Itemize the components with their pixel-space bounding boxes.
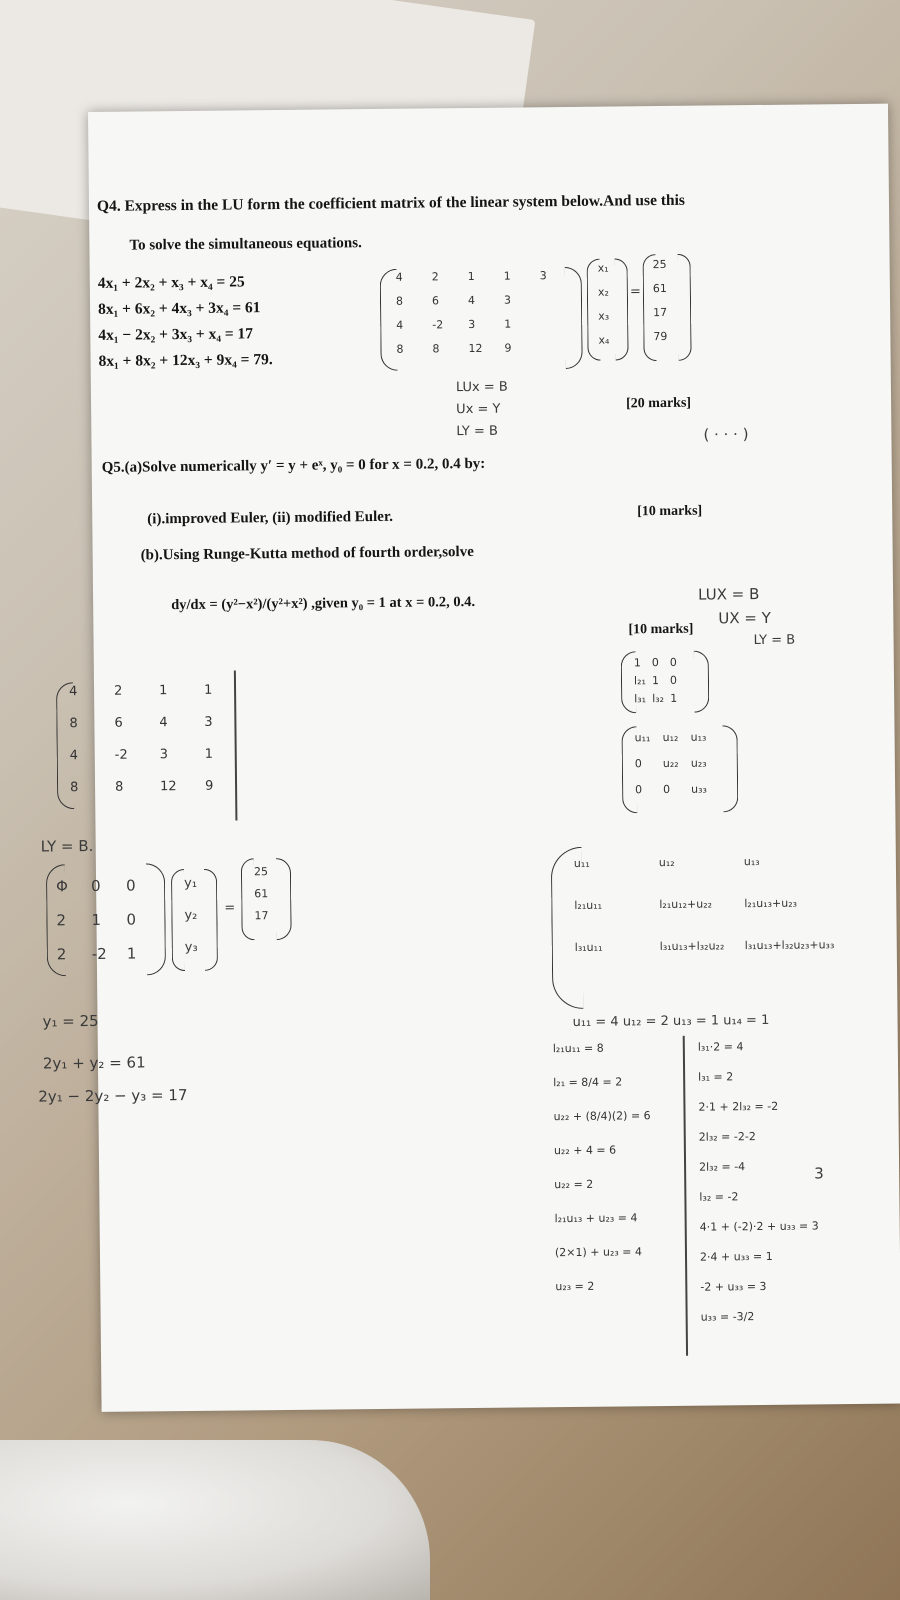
small-sketch: ( · · · )	[703, 425, 749, 444]
mtop-cell: 9	[504, 341, 512, 355]
top-values: u₁₁ = 4 u₁₂ = 2 u₁₃ = 1 u₁₄ = 1	[572, 1012, 770, 1030]
luprod-cell: u₁₁	[573, 856, 590, 870]
lsym-cell: 0	[651, 656, 659, 670]
cloth-corner	[0, 1440, 430, 1600]
q4-title: Q4. Express in the LU form the coefficient matrix of the linear system below.And use this	[96, 191, 685, 215]
equals-sign-2: =	[224, 900, 236, 916]
rhsvec-cell: 25	[253, 865, 269, 879]
xvec-cell: x₄	[598, 333, 610, 347]
lmat-cell: 0	[126, 910, 137, 929]
q5-a-methods: (i).improved Euler, (ii) modified Euler.	[147, 508, 394, 528]
bvec-cell: 17	[653, 305, 668, 320]
lsym-cell: 0	[669, 673, 678, 687]
mtop-cell: 1	[467, 269, 475, 284]
y-work-2: 2y₁ + y₂ = 61	[42, 1053, 146, 1073]
wright-cell: 2l₃₂ = -4	[699, 1160, 746, 1174]
lsym-cell: 0	[669, 655, 677, 669]
mleft-cell: 8	[69, 716, 78, 732]
l-sym-right-paren	[694, 651, 710, 713]
usym-cell: 0	[635, 783, 643, 797]
wleft-cell: u₂₂ = 2	[554, 1177, 594, 1192]
usym-cell: u₁₂	[662, 730, 679, 745]
column-divider	[683, 1036, 688, 1356]
q4-eq-2: 8x₁ + 6x₂ + 4x₃ + 3x₄ = 61	[97, 299, 261, 318]
q5-a: Q5.(a)Solve numerically y′ = y + eˣ, y₀ = 0 for x = 0.2, 0.4 by:	[101, 455, 486, 476]
mtop-cell: 3	[539, 269, 547, 283]
y-work-1: y₁ = 25	[42, 1011, 99, 1031]
mleft-cell: 1	[204, 746, 214, 762]
mleft-cell: 4	[159, 715, 168, 731]
mtop-cell: 4	[467, 293, 476, 308]
y-work-3: 2y₁ − 2y₂ − y₃ = 17	[38, 1086, 188, 1106]
usym-cell: u₁₁	[634, 731, 651, 745]
y-vec-right-paren	[204, 869, 218, 971]
mtop-cell: 3	[503, 293, 512, 307]
mleft-cell: -2	[114, 747, 128, 763]
q4-eq-3: 4x₁ − 2x₂ + 3x₃ + x₄ = 17	[98, 325, 254, 344]
rhs-vec-left-paren	[241, 858, 255, 940]
lmat-cell: 0	[126, 876, 136, 895]
mleft-cell: 4	[68, 684, 78, 700]
yvec-cell: y₃	[184, 939, 198, 956]
luprod-cell: l₃₁u₁₃+l₃₂u₂₃+u₃₃	[744, 938, 835, 953]
mleft-cell: 9	[204, 778, 214, 794]
lsym-cell: 1	[670, 691, 678, 705]
matrix-a-right-paren	[565, 267, 583, 369]
mtop-cell: -2	[432, 318, 444, 332]
x-vector-right-paren	[615, 258, 629, 360]
q5-b: (b).Using Runge-Kutta method of fourth order,solve	[140, 543, 474, 564]
lsym-cell: l₂₁	[633, 674, 646, 688]
mtop-cell: 4	[396, 318, 404, 332]
yvec-cell: y₂	[184, 907, 198, 924]
wright-cell: u₃₃ = -3/2	[700, 1310, 755, 1324]
mleft-cell: 3	[159, 747, 169, 763]
wleft-cell: l₂₁u₁₃ + u₂₃ = 4	[554, 1211, 638, 1226]
wright-cell: l₃₂ = -2	[699, 1190, 739, 1204]
side-number: 3	[814, 1164, 824, 1183]
lsym-cell: l₃₂	[652, 692, 665, 706]
lu-product-left-paren	[551, 847, 584, 1009]
luprod-cell: l₂₁u₁₃+u₂₃	[744, 896, 798, 911]
bvec-cell: 25	[652, 257, 667, 272]
q5-a-marks: [10 marks]	[637, 503, 703, 520]
mleft-cell: 6	[114, 715, 123, 731]
q5-b-marks: [10 marks]	[628, 621, 694, 638]
wleft-cell: u₂₂ + (8/4)(2) = 6	[553, 1109, 651, 1124]
q4-eq-4: 8x₁ + 8x₂ + 12x₃ + 9x₄ = 79.	[98, 351, 273, 370]
l-matrix-right-paren	[146, 863, 166, 975]
lsym-cell: 1	[651, 674, 660, 688]
wright-cell: l₃₁ = 2	[698, 1070, 734, 1084]
mleft-cell: 1	[158, 683, 168, 699]
equals-sign: =	[629, 284, 641, 300]
xvec-cell: x₂	[597, 285, 609, 299]
rhs-vec-right-paren	[276, 858, 292, 940]
matrix-a-left-paren	[380, 269, 398, 371]
ly-equals-b: LY = B.	[40, 836, 94, 856]
mtop-cell: 4	[395, 270, 403, 284]
mleft-cell: 12	[159, 779, 177, 795]
mtop-cell: 1	[504, 317, 512, 331]
note-ly: LY = B	[456, 423, 498, 440]
y-vec-left-paren	[171, 869, 185, 971]
wright-cell: l₃₁·2 = 4	[697, 1040, 744, 1054]
luprod-cell: l₂₁u₁₂+u₂₂	[659, 897, 713, 912]
mtop-cell: 6	[431, 294, 440, 308]
luprod-cell: l₃₁u₁₁	[574, 940, 603, 954]
bvec-cell: 61	[652, 281, 667, 296]
luprod-cell: u₁₂	[658, 855, 675, 870]
mleft-cell: 3	[204, 714, 213, 730]
lmat-cell: -2	[91, 944, 107, 964]
note-lux: LUx = B	[455, 379, 508, 396]
mleft-cell: 2	[113, 683, 123, 699]
q5-b-equation: dy/dx = (y²−x²)/(y²+x²) ,given y₀ = 1 at x = 0.2, 0.4.	[171, 593, 476, 614]
mtop-cell: 2	[431, 270, 439, 284]
usym-cell: u₂₃	[690, 756, 707, 770]
lmat-cell: 1	[126, 944, 137, 963]
usym-cell: 0	[663, 782, 671, 797]
mtop-cell: 12	[468, 341, 483, 356]
note-ux: Ux = Y	[456, 401, 501, 418]
wright-cell: 4·1 + (-2)·2 + u₃₃ = 3	[699, 1219, 819, 1234]
lsym-cell: 1	[633, 656, 641, 670]
mtop-cell: 8	[396, 342, 404, 356]
rhsvec-cell: 61	[254, 887, 269, 901]
xvec-cell: x₁	[597, 261, 609, 275]
lsym-cell: l₃₁	[634, 692, 647, 706]
mtop-cell: 8	[432, 342, 440, 356]
wright-cell: 2·1 + 2l₃₂ = -2	[698, 1099, 779, 1114]
mleft-cell: 8	[114, 779, 124, 795]
wright-cell: -2 + u₃₃ = 3	[700, 1279, 767, 1294]
xvec-cell: x₃	[598, 309, 610, 323]
q4-line2: To solve the simultaneous equations.	[129, 235, 362, 254]
lmat-cell: Φ	[56, 877, 69, 896]
wright-cell: 2l₃₂ = -2-2	[698, 1130, 756, 1144]
usym-cell: 0	[634, 757, 642, 771]
luprod-cell: l₂₁u₁₁	[574, 898, 603, 912]
exam-sheet	[38, 104, 900, 1412]
wleft-cell: (2×1) + u₂₃ = 4	[554, 1245, 643, 1260]
usym-cell: u₂₂	[662, 756, 679, 771]
bvec-cell: 79	[653, 329, 668, 344]
luprod-cell: u₁₃	[743, 855, 760, 869]
lmat-cell: 2	[56, 911, 67, 930]
b-vector-right-paren	[678, 254, 692, 361]
usym-cell: u₁₃	[690, 730, 707, 744]
lmat-cell: 0	[91, 876, 101, 896]
note-ux-y: UX = Y	[718, 608, 771, 628]
note-lux-b: LUX = B	[697, 584, 760, 604]
rhsvec-cell: 17	[254, 909, 269, 923]
luprod-cell: l₃₁u₁₃+l₃₂u₂₂	[659, 939, 725, 954]
lmat-cell: 2	[56, 945, 67, 964]
wleft-cell: l₂₁u₁₁ = 8	[552, 1041, 604, 1056]
mtop-cell: 3	[468, 317, 476, 332]
wleft-cell: u₂₃ = 2	[555, 1279, 595, 1294]
yvec-cell: y₁	[184, 875, 198, 892]
mtop-cell: 1	[503, 269, 511, 283]
q4-marks: [20 marks]	[626, 395, 692, 412]
mleft-cell: 1	[203, 682, 213, 698]
u-sym-right-paren	[722, 725, 738, 812]
mleft-cell: 4	[69, 748, 79, 764]
note-ly-b: LY = B	[753, 632, 796, 649]
wleft-cell: u₂₂ + 4 = 6	[553, 1143, 617, 1158]
wleft-cell: l₂₁ = 8/4 = 2	[553, 1075, 623, 1090]
mleft-cell: 8	[69, 780, 79, 796]
augment-line	[234, 670, 237, 820]
usym-cell: u₃₃	[691, 782, 707, 796]
lmat-cell: 1	[91, 910, 102, 930]
wright-cell: 2·4 + u₃₃ = 1	[699, 1249, 773, 1264]
q4-eq-1: 4x₁ + 2x₂ + x₃ + x₄ = 25	[97, 273, 245, 292]
mtop-cell: 8	[395, 294, 404, 308]
